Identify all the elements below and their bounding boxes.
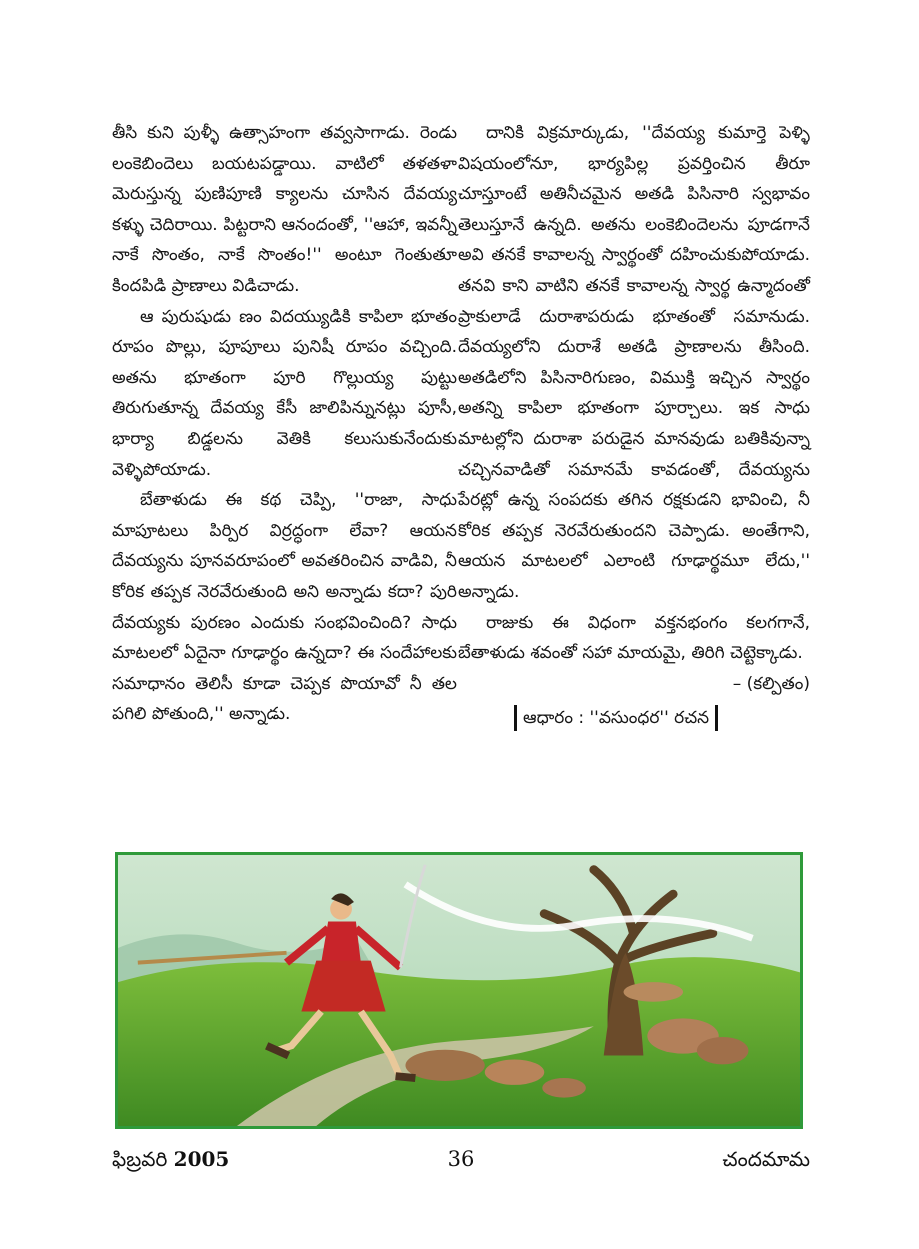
left-column xyxy=(112,118,457,730)
paragraph: దానికి విక్రమార్కుడు, ''దేవయ్య కుమార్తె పెళ్ళి విషయంలోనూ, భార్యపిల్ల ప్రవర్తించిన తీరూ చూస్తూంటే అతినీచమైన అతడి పిసినారి స్వభావం తెలుస్తూనే ఉన్నది. అతను లంకెబిందెలను పూడగానే అవి తనకే కావాలన్న స్వార్థంతో దహించుకుపోయాడు. తనవి కాని వాటిని తనకే కావాలన్న స్వార్థ ఉన్మాదంతో ప్రాకులాడే దురాశాపరుడు భూతంతో సమానుడు. దేవయ్యలోని దురాశే అతడి ప్రాణాలను తీసింది. అతడిలోని పిసినారిగుణం, విముక్తి ఇచ్చిన స్వార్థం అతన్ని కాపిలా భూతంగా పూర్చాలు. ఇక సాధు మాటల్లోని దురాశా పరుడైన మానవుడు బతికివున్నా చచ్చినవాడితో సమానమే కావడంతో, దేవయ్యను పేరట్లో ఉన్న సంపదకు తగిన రక్షకుడని భావించి, నీ కోరిక తప్పక నెరవేరుతుందని చెప్పాడు. అంతేగాని, ఆయన మాటలలో ఎలాంటి గూఢార్థమూ లేదు,'' అన్నాడు. xyxy=(458,123,810,602)
running-swordsman-illustration xyxy=(118,855,800,1126)
page-number: 36 xyxy=(447,1147,475,1171)
credit-label: – (కల్పితం) xyxy=(732,673,810,694)
paragraph: రాజుకు ఈ విధంగా వక్తనభంగం కలగగానే, బేతాళుడు శవంతో సహా మాయమై, తిరిగి చెట్టెక్కాడు. xyxy=(458,612,810,664)
source-attribution: ఆధారం : ''వసుంధర'' రచన xyxy=(514,705,718,731)
magazine-name: చందమామ xyxy=(722,1147,810,1171)
story-illustration xyxy=(115,852,803,1129)
page-footer xyxy=(112,1144,810,1174)
paragraph: ఆ పురుషుడు ణం విదయ్యుడికి కాపిలా భూతం రూపం పొల్లు, పూపూలు పునిషీ రూపం వచ్చింది. అతను భూతంగా పూరి గొల్లుయ్య పుట్టు తిరుగుతూన్న దేవయ్య కేసీ జాలిపిన్నునట్లు పూసీ, భార్యా బిడ్డలను వెతికి కలుసుకునేందుకు వెళ్ళిపోయాడు. xyxy=(112,306,457,480)
paragraph: బేతాళుడు ఈ కథ చెప్పి, ''రాజా, సాధు మాపూటలు పిర్పిర విర్రద్ధంగా లేవా? ఆయన దేవయ్యను పూనవరూపంలో అవతరించిన వాడివి, నీ కోరిక తప్పక నెరవేరుతుంది అని అన్నాడు కదా? పురి దేవయ్యకు పురణం ఎందుకు సంభవించింది? సాధు మాటలలో ఏదైనా గూఢార్థం ఉన్నదా? ఈ సందేహాలకు సమాధానం తెలిసీ కూడా చెప్పక పొయావో నీ తల పగిలి పోతుంది,'' అన్నాడు. xyxy=(112,490,457,725)
paragraph: తీసి కుని పుళ్ళీ ఉత్సాహంగా తవ్వసాగాడు. రెండు లంకెబిందెలు బయటపడ్డాయి. వాటిలో తళతళా మెరుస్తున్న పుణిపూణి క్యాలను చూసిన దేవయ్య కళ్ళు చెదిరాయి. పిట్టరాని ఆనందంతో, ''ఆహా, ఇవన్నీ నాకే సొంతం, నాకే సొంతం!'' అంటూ గెంతుతూ కిందపిడి ప్రాణాలు విడిచాడు. xyxy=(112,123,457,296)
credit-line xyxy=(458,669,810,700)
issue-year: 2005 xyxy=(173,1147,230,1171)
right-column xyxy=(458,118,810,734)
issue-month: ఫిబ్రవరి xyxy=(112,1147,168,1171)
